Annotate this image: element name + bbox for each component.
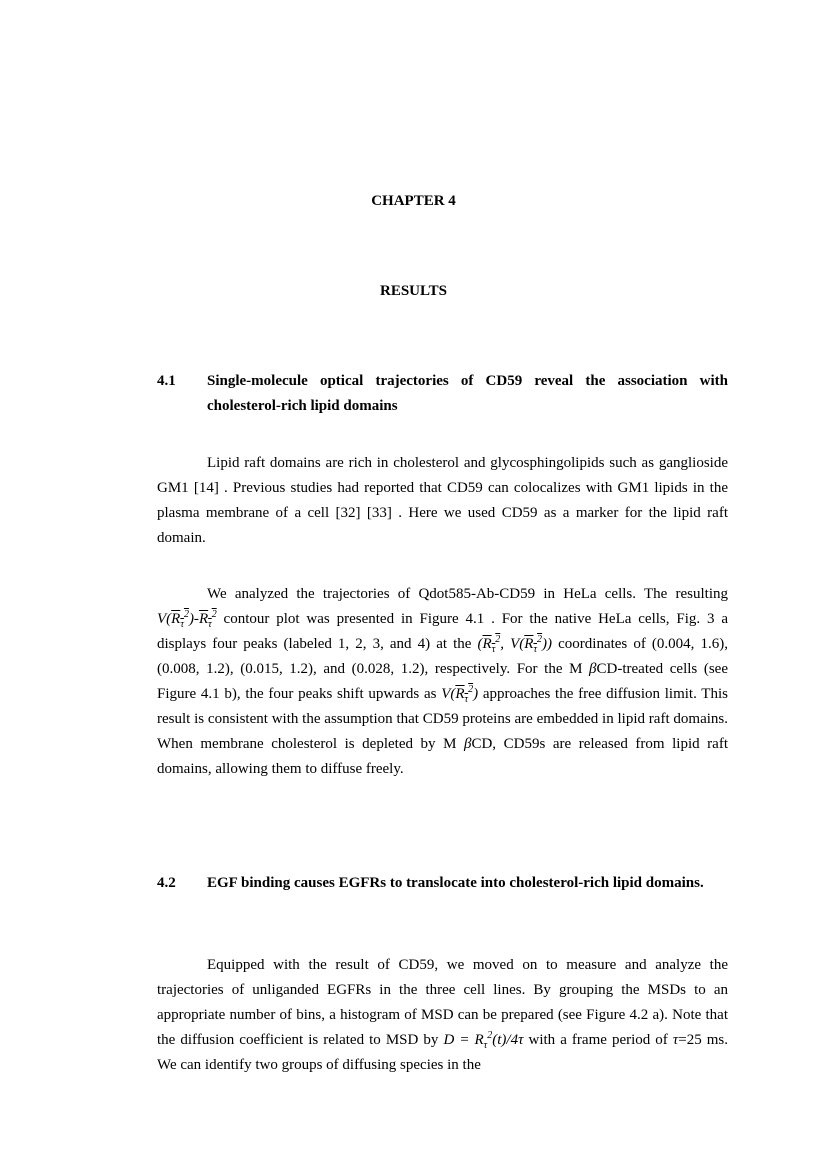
section-title: Single-molecule optical trajectories of CD59 reveal the association with cholesterol-rich lipid domains: [207, 373, 728, 414]
chapter-label: CHAPTER 4: [371, 193, 456, 209]
section-title: EGF binding causes EGFRs to translocate into cholesterol-rich lipid domains.: [207, 875, 704, 891]
math-coordinate-pair: ($R_\tau^2$, $V(R_\tau^2)$): [477, 634, 553, 655]
math-variance-r2: $V(R_\tau^2)-R_\tau^2$: [157, 609, 217, 630]
math-tau: τ: [672, 1032, 679, 1048]
math-beta: β: [589, 661, 597, 677]
math-variance: $V(R_\tau^2)$: [441, 684, 479, 705]
math-beta: β: [463, 736, 472, 752]
paragraph: Lipid raft domains are rich in cholesterol and glycosphingolipids such as ganglioside GM1 [14] . Previous studies had reported that CD59 can colocalizes with GM1 lipids in the plasma membrane of a cell [32] [33] . Here we used CD59 as a marker for the lipid raft domain.: [157, 455, 728, 546]
paragraph: We analyzed the trajectories of Qdot585-Ab-CD59 in HeLa cells. The resulting $V(R_\tau^2)-R_\tau^2$ contour plot was presented in Figure 4.1 . For the native HeLa cells, Fig. 3 a displays four peaks (labeled 1, 2, 3, and 4) at the ($R_\tau^2$, $V(R_\tau^2)$) coordinates of (0.004, 1.6), (0.008, 1.2), (0.015, 1.2), and (0.028, 1.2), respectively. For the M βCD-treated cells (see Figure 4.1 b), the four peaks shift upwards as $V(R_\tau^2)$ approaches the free diffusion limit. This result is consistent with the assumption that CD59 proteins are embedded in lipid raft domains. When membrane cholesterol is depleted by M βCD, CD59s are released from lipid raft domains, allowing them to diffuse freely.: [157, 586, 728, 777]
section-heading-4-1: [157, 369, 728, 419]
chapter-title: RESULTS: [380, 283, 447, 299]
math-diffusion-formula: $D = R_\tau^2(t)/4\tau$: [443, 1030, 524, 1051]
section-number: 4.2: [157, 875, 176, 891]
section-number: 4.1: [157, 373, 176, 389]
section-heading-4-2: [157, 871, 728, 896]
paragraph: Equipped with the result of CD59, we moved on to measure and analyze the trajectories of unliganded EGFRs in the three cell lines. By grouping the MSDs to an appropriate number of bins, a histogram of MSD can be prepared (see Figure 4.2 a). Note that the diffusion coefficient is related to MSD by $D = R_\tau^2(t)/4\tau$ with a frame period of τ=25 ms. We can identify two groups of diffusing species in the: [157, 957, 728, 1073]
